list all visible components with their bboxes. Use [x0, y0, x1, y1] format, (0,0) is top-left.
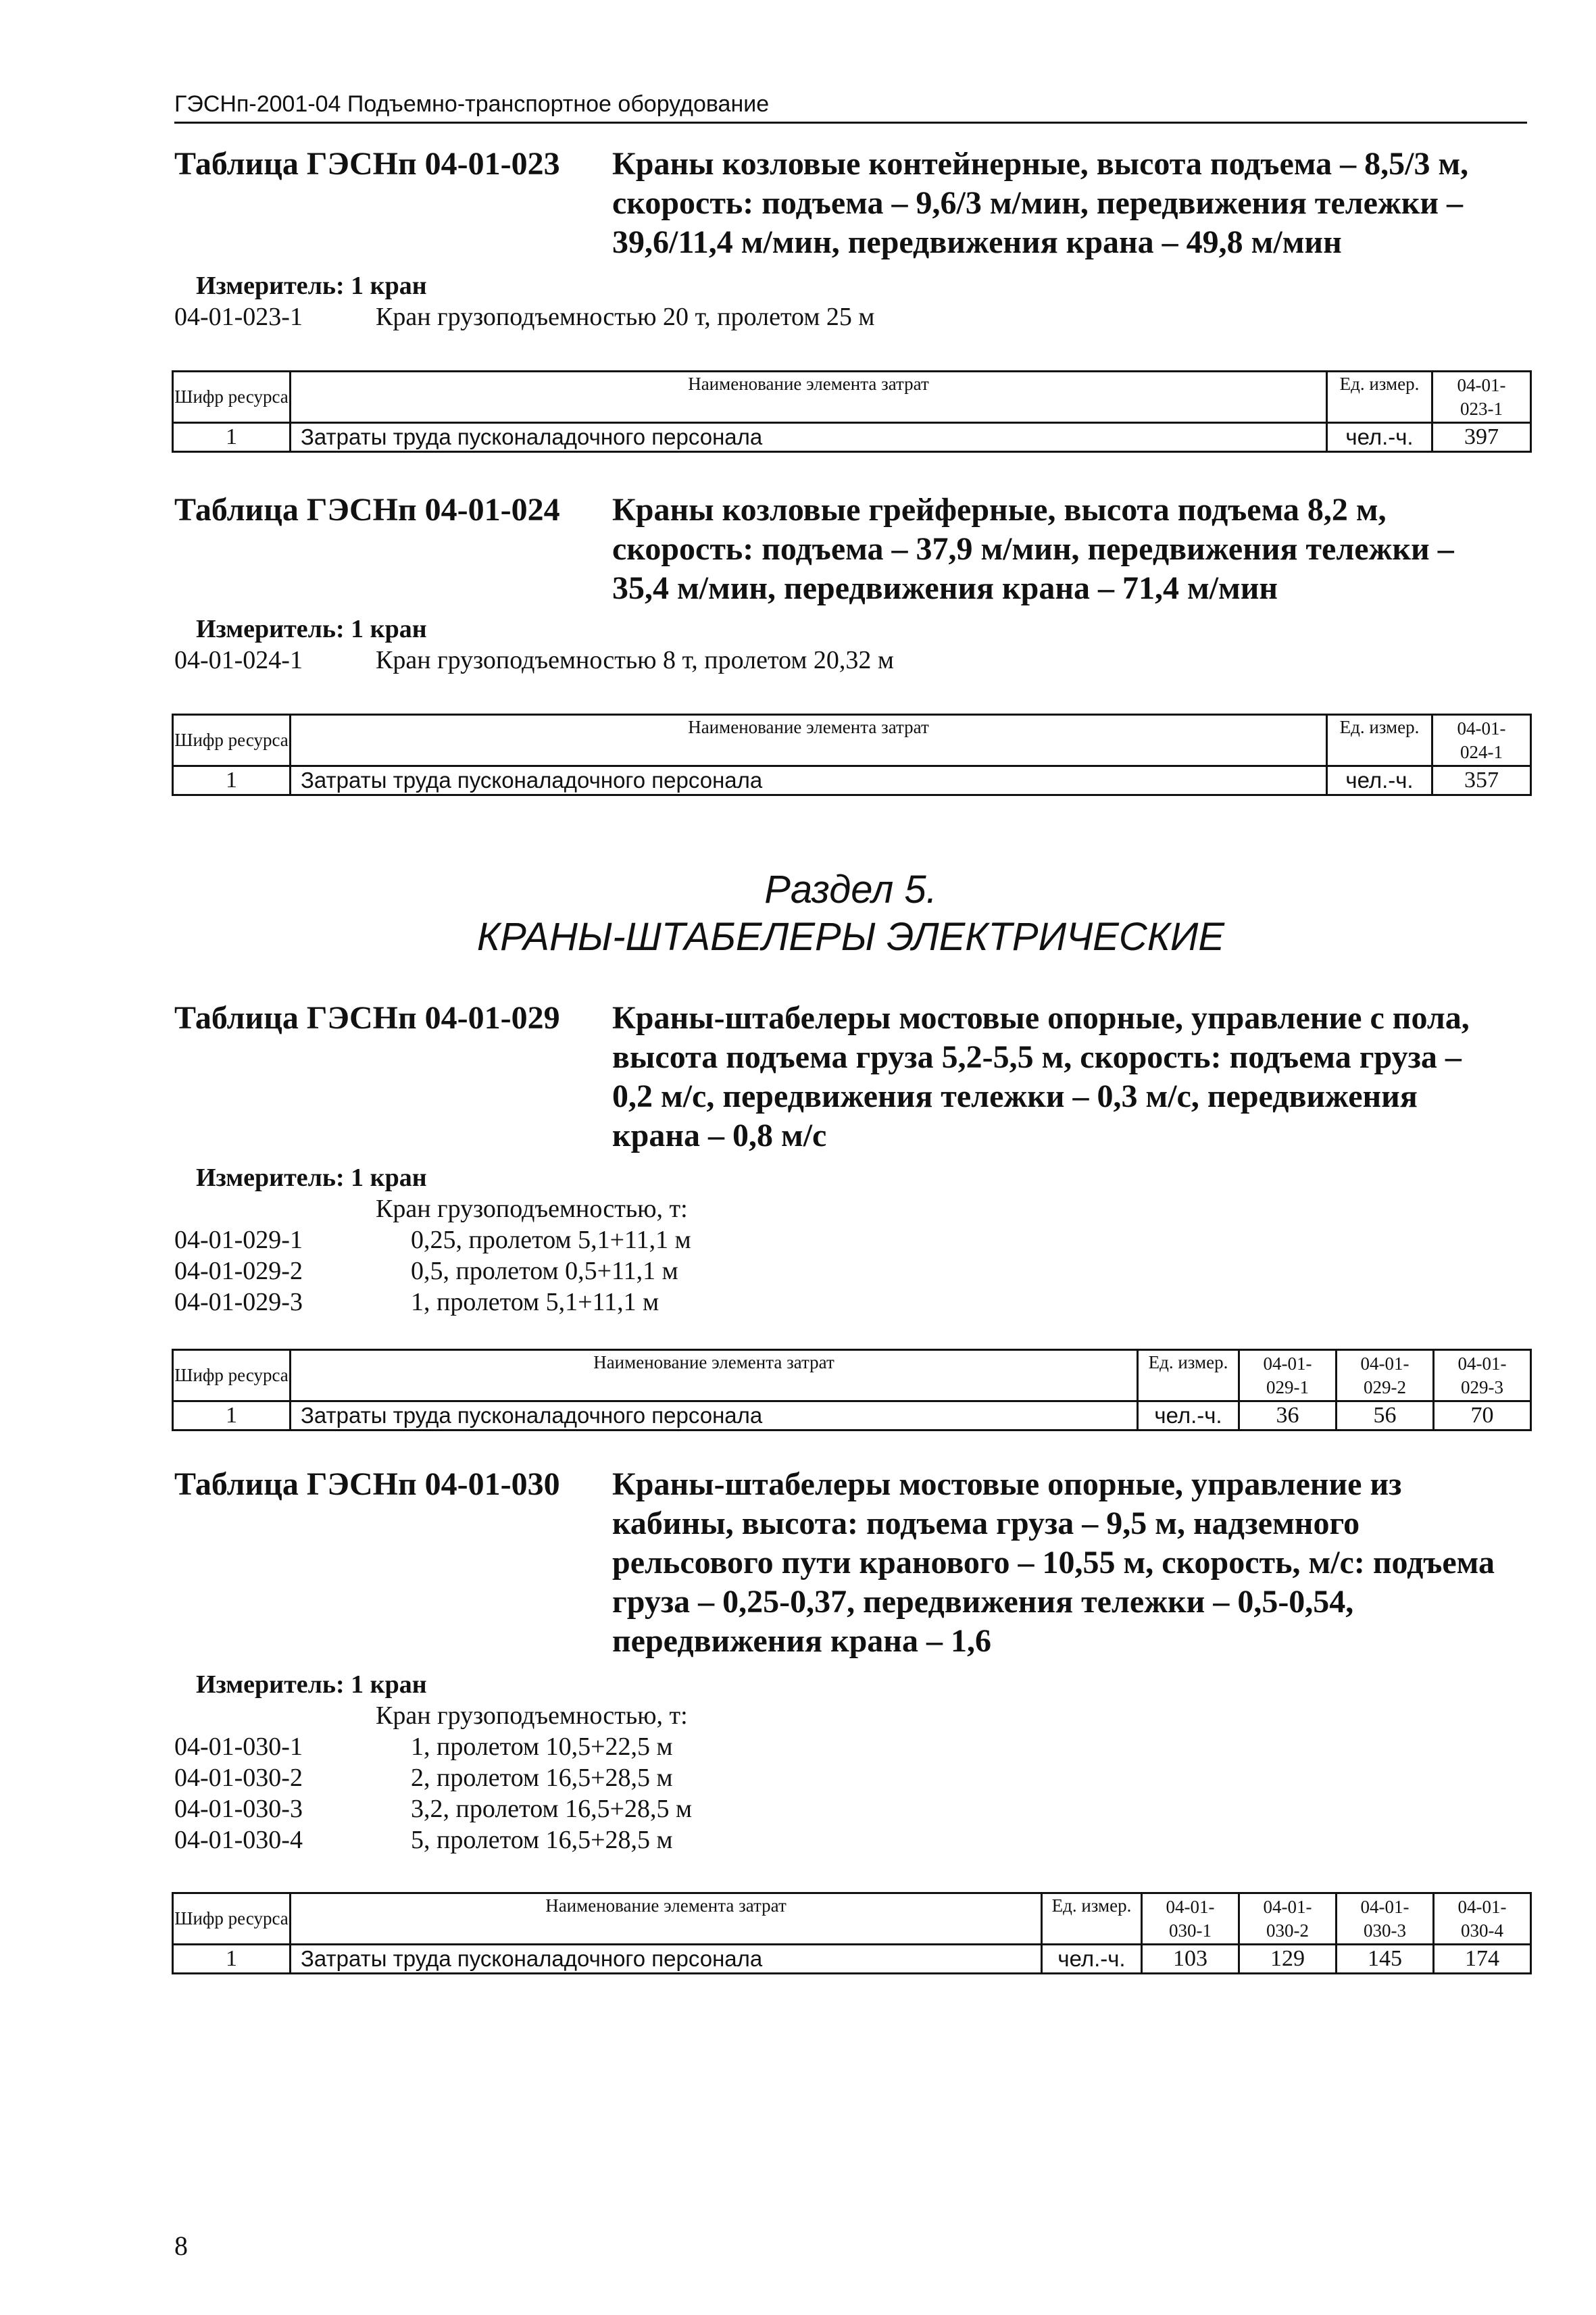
- col-norm-header: [1434, 1893, 1531, 1945]
- title-line: 39,6/11,4 м/мин, передвижения крана – 49,8 м/мин: [612, 224, 1342, 260]
- col-norm-header: [1142, 1893, 1239, 1945]
- col-name-header: Наименование элемента затрат: [291, 715, 1327, 766]
- item-code: 04-01-030-1: [174, 1733, 303, 1761]
- row-name: Затраты труда пусконаладочного персонала: [291, 423, 1327, 452]
- row-unit: чел.-ч.: [1138, 1401, 1239, 1430]
- table-024-label: Таблица ГЭСНп 04-01-024: [174, 492, 560, 528]
- table-023-item-code: 04-01-023-1: [174, 303, 303, 331]
- table-024-title: [612, 491, 1454, 608]
- row-name: Затраты труда пусконаладочного персонала: [291, 766, 1327, 795]
- col-norm-a: 04-01-: [1263, 1353, 1312, 1374]
- col-norm-header: [1239, 1350, 1337, 1401]
- item-code: 04-01-030-2: [174, 1764, 303, 1792]
- title-line: скорость: подъема – 37,9 м/мин, передвижения тележки –: [612, 531, 1454, 567]
- title-line: Краны-штабелеры мостовые опорные, управление с пола,: [612, 1000, 1470, 1036]
- col-norm-a: 04-01-: [1360, 1896, 1410, 1917]
- item-code: 04-01-029-2: [174, 1257, 303, 1285]
- running-header: ГЭСНп-2001-04 Подъемно-транспортное оборудование: [174, 89, 1527, 124]
- col-norm-header: [1337, 1350, 1434, 1401]
- row-code: 1: [173, 766, 291, 795]
- col-code-header: Шифр ресурса: [173, 715, 291, 766]
- col-norm-b: 029-3: [1461, 1376, 1503, 1397]
- title-line: крана – 0,8 м/с: [612, 1118, 827, 1153]
- row-value: 36: [1239, 1401, 1337, 1430]
- section-title: КРАНЫ-ШТАБЕЛЕРЫ ЭЛЕКТРИЧЕСКИЕ: [476, 915, 1225, 959]
- col-norm-b: 029-1: [1266, 1376, 1309, 1397]
- item-code: 04-01-030-3: [174, 1795, 303, 1823]
- col-norm-header: [1239, 1893, 1337, 1945]
- title-line: передвижения крана – 1,6: [612, 1623, 991, 1659]
- col-norm-b: 030-3: [1364, 1920, 1406, 1941]
- item-code: 04-01-029-3: [174, 1288, 303, 1316]
- col-unit-header: Ед. измер.: [1327, 715, 1432, 766]
- col-norm-b: 030-1: [1169, 1920, 1212, 1941]
- row-name: Затраты труда пусконаладочного персонала: [291, 1945, 1042, 1974]
- row-code: 1: [173, 423, 291, 452]
- row-unit: чел.-ч.: [1042, 1945, 1142, 1974]
- col-norm-header: [1432, 715, 1531, 766]
- col-code-header: Шифр ресурса: [173, 372, 291, 423]
- table-023-grid: [172, 370, 1532, 453]
- table-024-meter: Измеритель: 1 кран: [196, 615, 427, 643]
- col-norm-a: 04-01-: [1457, 1896, 1507, 1917]
- col-name-header: Наименование элемента затрат: [291, 1350, 1138, 1401]
- table-030-meter: Измеритель: 1 кран: [196, 1670, 427, 1699]
- item-text: 0,5, пролетом 0,5+11,1 м: [411, 1257, 678, 1285]
- table-029-subhead: Кран грузоподъемностью, т:: [376, 1195, 688, 1223]
- col-norm-b: 023-1: [1460, 398, 1503, 419]
- item-text: 3,2, пролетом 16,5+28,5 м: [411, 1795, 693, 1823]
- col-name-header: Наименование элемента затрат: [291, 1893, 1042, 1945]
- table-030-label: Таблица ГЭСНп 04-01-030: [174, 1466, 560, 1502]
- table-030-title: [612, 1465, 1495, 1661]
- item-text: 1, пролетом 5,1+11,1 м: [411, 1288, 659, 1316]
- col-norm-a: 04-01-: [1263, 1896, 1312, 1917]
- row-value: 357: [1432, 766, 1531, 795]
- table-023-item-text: Кран грузоподъемностью 20 т, пролетом 25 м: [376, 303, 875, 331]
- title-line: 35,4 м/мин, передвижения крана – 71,4 м/мин: [612, 570, 1278, 606]
- table-024-item-code: 04-01-024-1: [174, 646, 303, 674]
- col-norm-header: [1432, 372, 1531, 423]
- col-norm-a: 04-01-: [1360, 1353, 1410, 1374]
- table-029-meter: Измеритель: 1 кран: [196, 1164, 427, 1192]
- col-norm-a: 04-01-: [1457, 718, 1506, 739]
- col-norm-b: 030-2: [1266, 1920, 1309, 1941]
- row-value: 129: [1239, 1945, 1337, 1974]
- row-unit: чел.-ч.: [1327, 423, 1432, 452]
- col-norm-a: 04-01-: [1457, 374, 1506, 395]
- table-029-grid: [172, 1349, 1532, 1431]
- table-029-label: Таблица ГЭСНп 04-01-029: [174, 1000, 560, 1036]
- title-line: кабины, высота: подъема груза – 9,5 м, надземного: [612, 1505, 1360, 1541]
- title-line: 0,2 м/с, передвижения тележки – 0,3 м/с, передвижения: [612, 1078, 1418, 1114]
- table-029-title: [612, 999, 1470, 1155]
- title-line: груза – 0,25-0,37, передвижения тележки – 0,5-0,54,: [612, 1584, 1354, 1620]
- col-code-header: Шифр ресурса: [173, 1350, 291, 1401]
- row-value: 70: [1434, 1401, 1531, 1430]
- col-norm-b: 024-1: [1460, 741, 1503, 762]
- table-030-subhead: Кран грузоподъемностью, т:: [376, 1701, 688, 1730]
- table-030-grid: [172, 1892, 1532, 1974]
- row-name: Затраты труда пусконаладочного персонала: [291, 1401, 1138, 1430]
- col-name-header: Наименование элемента затрат: [291, 372, 1327, 423]
- title-line: Краны козловые грейферные, высота подъема 8,2 м,: [612, 492, 1387, 528]
- table-023-title: [612, 145, 1468, 262]
- col-unit-header: Ед. измер.: [1327, 372, 1432, 423]
- col-code-header: Шифр ресурса: [173, 1893, 291, 1945]
- row-unit: чел.-ч.: [1327, 766, 1432, 795]
- col-unit-header: Ед. измер.: [1042, 1893, 1142, 1945]
- item-code: 04-01-029-1: [174, 1226, 303, 1254]
- table-024-grid: [172, 714, 1532, 796]
- title-line: Краны козловые контейнерные, высота подъема – 8,5/3 м,: [612, 146, 1469, 182]
- row-code: 1: [173, 1945, 291, 1974]
- table-023-meter: Измеритель: 1 кран: [196, 272, 427, 300]
- title-line: рельсового пути кранового – 10,55 м, скорость, м/с: подъема: [612, 1545, 1495, 1580]
- title-line: скорость: подъема – 9,6/3 м/мин, передвижения тележки –: [612, 185, 1464, 221]
- row-value: 174: [1434, 1945, 1531, 1974]
- table-024-item-text: Кран грузоподъемностью 8 т, пролетом 20,32 м: [376, 646, 894, 674]
- title-line: высота подъема груза 5,2-5,5 м, скорость: подъема груза –: [612, 1039, 1462, 1075]
- col-norm-b: 030-4: [1461, 1920, 1503, 1941]
- item-text: 2, пролетом 16,5+28,5 м: [411, 1764, 673, 1792]
- page-number: 8: [174, 2231, 188, 2261]
- col-norm-b: 029-2: [1364, 1376, 1406, 1397]
- row-value: 56: [1337, 1401, 1434, 1430]
- col-norm-a: 04-01-: [1457, 1353, 1507, 1374]
- row-value: 397: [1432, 423, 1531, 452]
- row-value: 103: [1142, 1945, 1239, 1974]
- col-norm-header: [1434, 1350, 1531, 1401]
- col-norm-header: [1337, 1893, 1434, 1945]
- section-number: Раздел 5.: [764, 868, 937, 912]
- col-unit-header: Ед. измер.: [1138, 1350, 1239, 1401]
- item-code: 04-01-030-4: [174, 1826, 303, 1854]
- item-text: 1, пролетом 10,5+22,5 м: [411, 1733, 673, 1761]
- item-text: 5, пролетом 16,5+28,5 м: [411, 1826, 673, 1854]
- item-text: 0,25, пролетом 5,1+11,1 м: [411, 1226, 691, 1254]
- table-023-label: Таблица ГЭСНп 04-01-023: [174, 146, 560, 182]
- row-code: 1: [173, 1401, 291, 1430]
- title-line: Краны-штабелеры мостовые опорные, управление из: [612, 1466, 1402, 1502]
- col-norm-a: 04-01-: [1166, 1896, 1215, 1917]
- row-value: 145: [1337, 1945, 1434, 1974]
